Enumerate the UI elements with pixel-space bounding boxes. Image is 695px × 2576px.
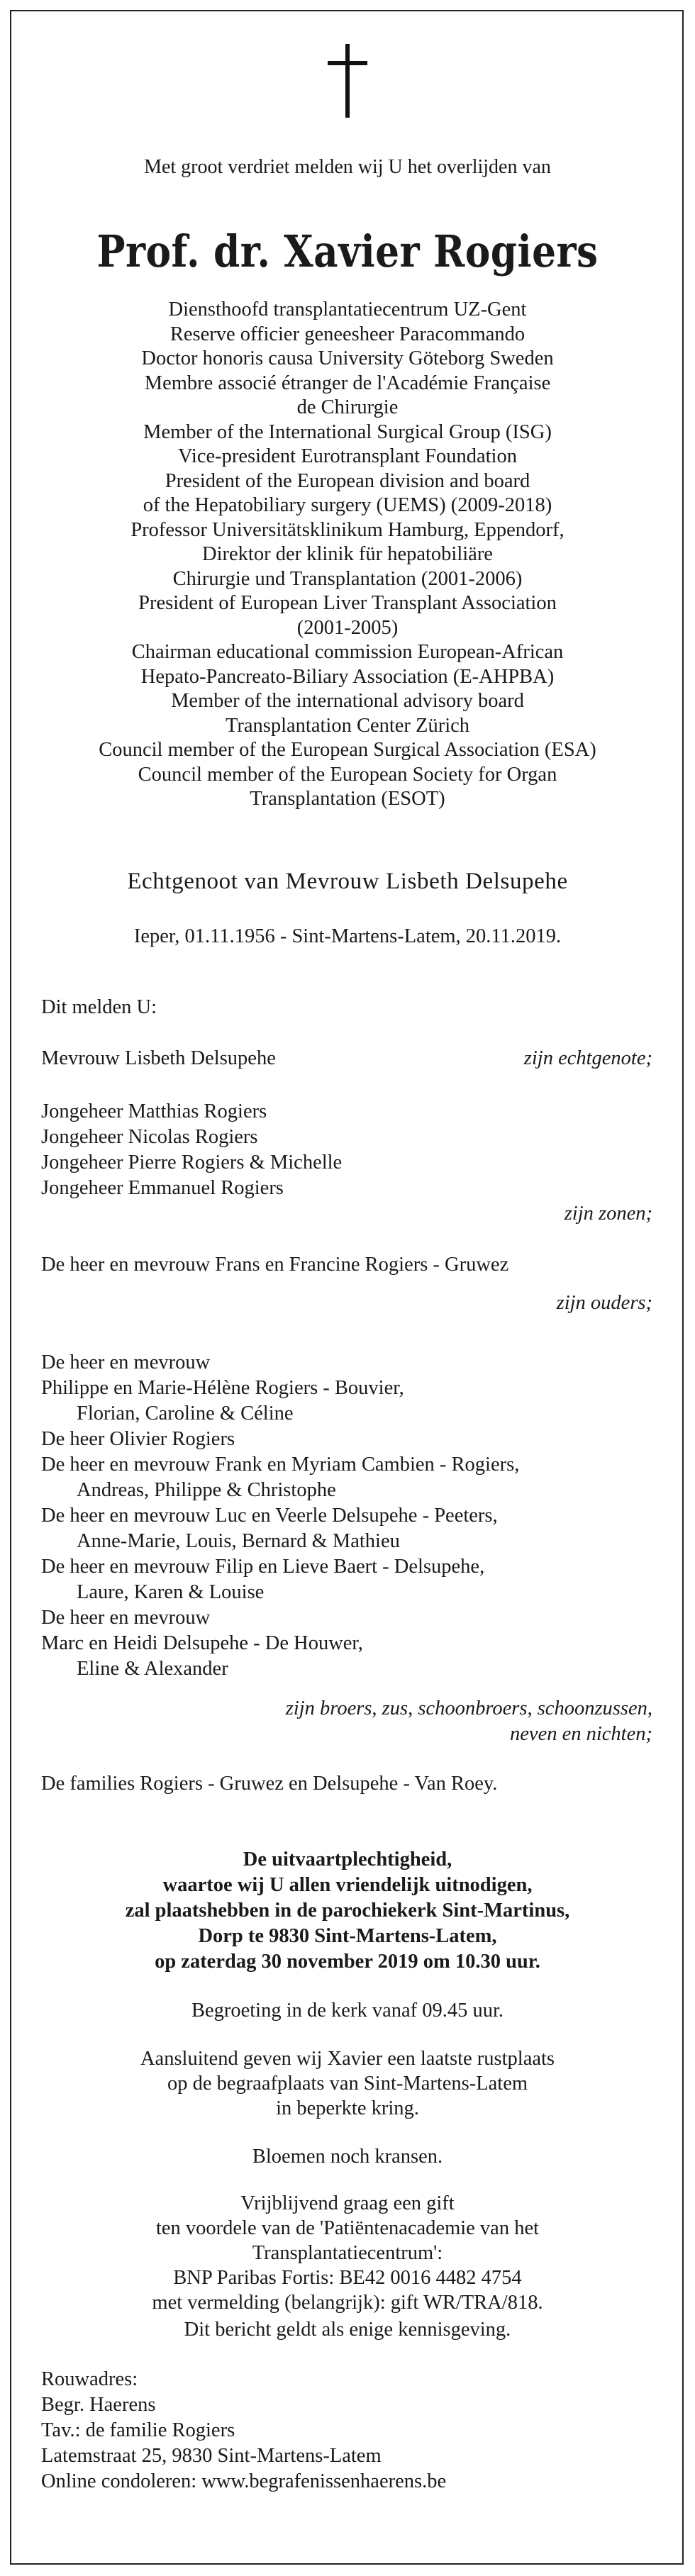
no-flowers-line: Bloemen noch kransen. [252, 2146, 443, 2168]
family-row: Laure, Karen & Louise [77, 1581, 265, 1603]
address-line: Begr. Haerens [41, 2394, 156, 2416]
family-row: Florian, Caroline & Céline [77, 1403, 294, 1424]
title-line: Member of the International Surgical Group (ISG) [143, 420, 552, 443]
burial-line: op de begraafplaats van Sint-Martens-Latem [167, 2073, 528, 2095]
title-line: Transplantation Center Zürich [225, 714, 470, 737]
mourning-address [41, 2367, 652, 2494]
intro-text: Met groot verdriet melden wij U het overlijden van [144, 156, 551, 178]
title-line: Membre associé étranger de l'Académie Française [144, 372, 551, 394]
greeting-line: Begroeting in de kerk vanaf 09.45 uur. [191, 2000, 504, 2022]
titles-list [28, 298, 667, 812]
title-line: Council member of the European Society for Organ [138, 763, 557, 786]
title-line: Diensthoofd transplantatiecentrum UZ-Gent [168, 299, 527, 320]
family-row [41, 1046, 652, 1071]
gift-line: met vermelding (belangrijk): gift WR/TRA/818. [152, 2292, 543, 2314]
family-row: De heer en mevrouw Luc en Veerle Delsupehe - Peeters, [41, 1505, 498, 1527]
family-row: Jongeheer Matthias Rogiers [41, 1100, 267, 1122]
family-row: De heer en mevrouw [41, 1351, 211, 1373]
address-line: Rouwadres: [41, 2368, 138, 2390]
title-line: President of the European division and board [165, 469, 530, 492]
sons-block [41, 1099, 652, 1227]
funeral-line: De uitvaartplechtigheid, [243, 1849, 452, 1870]
relation-label: zijn zonen; [564, 1203, 652, 1225]
family-row: De heer en mevrouw Frans en Francine Rogiers - Gruwez [41, 1254, 509, 1276]
cross-icon [328, 44, 367, 118]
gift-line: Vrijblijvend graag een gift [240, 2192, 455, 2214]
funeral-line: waartoe wij U allen vriendelijk uitnodigen, [162, 1874, 533, 1896]
title-line: Doctor honoris causa University Göteborg Sweden [141, 347, 554, 369]
family-row: Eline & Alexander [77, 1658, 228, 1680]
address-line: Online condoleren: www.begrafenissenhaerens.be [41, 2470, 447, 2492]
family-row: Marc en Heidi Delsupehe - De Houwer, [41, 1632, 363, 1654]
title-line: Council member of the European Surgical Association (ESA) [99, 739, 596, 761]
relation-label: zijn echtgenote; [523, 1047, 652, 1069]
notice-line: Dit bericht geldt als enige kennisgeving. [184, 2319, 511, 2341]
families-line [41, 1771, 652, 1797]
title-line: President of European Liver Transplant Association [138, 592, 557, 614]
family-row: De heer en mevrouw [41, 1607, 211, 1629]
spouse-block [41, 1046, 652, 1071]
gift-line: BNP Paribas Fortis: BE42 0016 4482 4754 [173, 2267, 522, 2289]
burial-line: in beperkte kring. [276, 2097, 419, 2119]
title-line: Direktor der klinik für hepatobiliäre [202, 543, 493, 565]
spouse-of-heading: Echtgenoot van Mevrouw Lisbeth Delsupehe [127, 869, 568, 894]
title-line: Hepato-Pancreato-Biliary Association (E-AHPBA) [140, 665, 555, 688]
title-line: of the Hepatobiliary surgery (UEMS) (2009-2018) [143, 494, 552, 516]
announce-line [41, 995, 652, 1020]
gift-line: ten voordele van de 'Patiëntenacademie van het [155, 2217, 540, 2239]
family-row: Philippe en Marie-Hélène Rogiers - Bouvier, [41, 1377, 404, 1399]
burial-line: Aansluitend geven wij Xavier een laatste rustplaats [140, 2048, 555, 2070]
funeral-line: op zaterdag 30 november 2019 om 10.30 uur. [155, 1951, 540, 1973]
address-line: Latemstraat 25, 9830 Sint-Martens-Latem [41, 2445, 382, 2467]
family-row: Jongeheer Pierre Rogiers & Michelle [41, 1152, 343, 1173]
title-line: Vice-president Eurotransplant Foundation [178, 445, 517, 467]
title-line: Member of the international advisory board [171, 690, 524, 712]
title-line: Chirurgie und Transplantation (2001-2006) [172, 567, 523, 590]
family-row: De heer Olivier Rogiers [41, 1428, 235, 1450]
title-line: de Chirurgie [296, 396, 399, 418]
funeral-info [0, 1847, 695, 1975]
funeral-line: Dorp te 9830 Sint-Martens-Latem, [198, 1925, 497, 1947]
funeral-line: zal plaatshebben in de parochiekerk Sint-Martinus, [125, 1900, 570, 1922]
deceased-name: Prof. dr. Xavier Rogiers [96, 225, 599, 277]
family-row: De families Rogiers - Gruwez en Delsupehe - Van Roey. [41, 1773, 498, 1795]
announce-text: Dit melden U: [41, 996, 157, 1018]
family-row: Anne-Marie, Louis, Bernard & Mathieu [77, 1530, 400, 1552]
title-line: Transplantation (ESOT) [250, 788, 445, 810]
family-row: De heer en mevrouw Frank en Myriam Cambien - Rogiers, [41, 1454, 520, 1476]
gift-info [0, 2191, 695, 2315]
title-line: Professor Universitätsklinikum Hamburg, Eppendorf, [130, 518, 565, 541]
parents-block [41, 1252, 652, 1316]
address-line: Tav.: de familie Rogiers [41, 2419, 235, 2441]
relation-label: neven en nichten; [510, 1723, 652, 1745]
family-row: Andreas, Philippe & Christophe [77, 1479, 336, 1501]
relation-label: zijn broers, zus, schoonbroers, schoonzussen, [285, 1697, 652, 1719]
family-row: De heer en mevrouw Filip en Lieve Baert - Delsupehe, [41, 1556, 485, 1578]
title-line: (2001-2005) [296, 616, 399, 639]
siblings-block [41, 1350, 652, 1747]
title-line: Chairman educational commission European-African [131, 641, 564, 663]
family-row: Jongeheer Emmanuel Rogiers [41, 1177, 284, 1199]
family-row: Jongeheer Nicolas Rogiers [41, 1126, 258, 1148]
gift-line: Transplantatiecentrum': [252, 2242, 443, 2264]
birth-death-line: Ieper, 01.11.1956 - Sint-Martens-Latem, 20.11.2019. [133, 925, 562, 947]
relation-label: zijn ouders; [556, 1292, 652, 1314]
spouse-name: Mevrouw Lisbeth Delsupehe [41, 1047, 276, 1069]
burial-info [0, 2046, 695, 2121]
title-line: Reserve officier geneesheer Paracommando [169, 323, 526, 345]
